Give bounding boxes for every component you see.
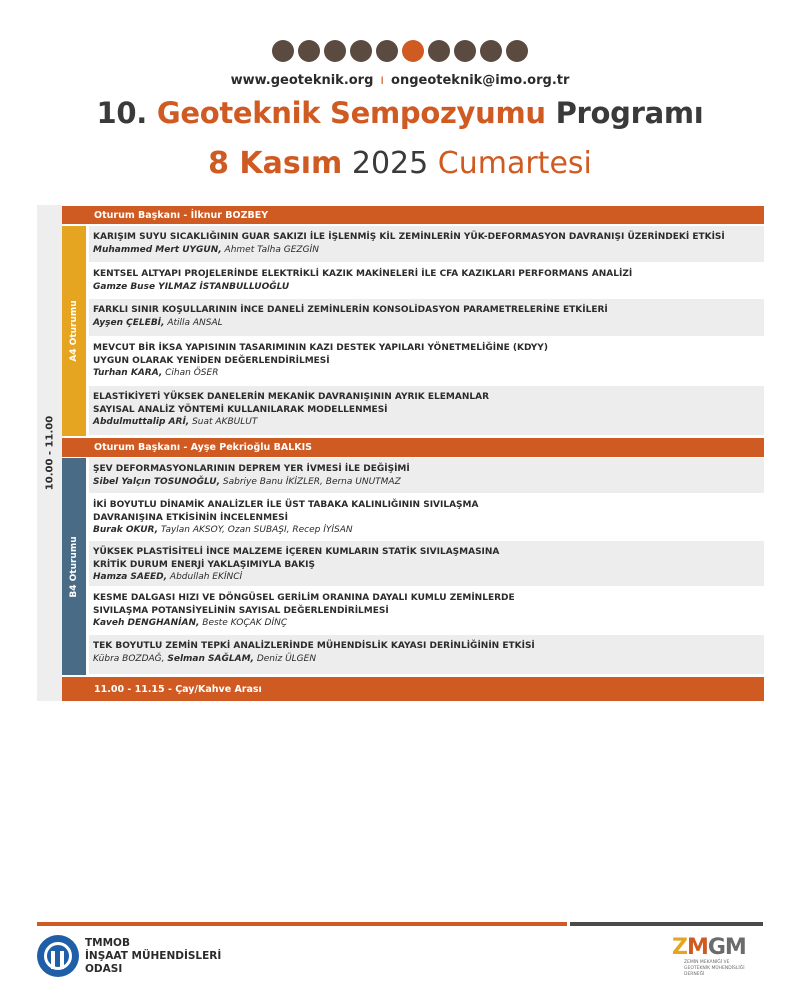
coauthors: Sabriye Banu İKİZLER, Berna UNUTMAZ — [220, 476, 401, 487]
paper-title: YÜKSEK PLASTİSİTELİ İNCE MALZEME İÇEREN KUMLARIN STATİK SIVILAŞMASINA KRİTİK DURUM ENERJİ YAKLAŞIMIYLA BAKIŞ — [93, 547, 500, 570]
imo-name — [85, 937, 221, 976]
coauthors: Deniz ÜLGEN — [253, 653, 317, 664]
paper-authors — [93, 617, 764, 630]
paper-authors — [93, 524, 764, 537]
program-date — [0, 146, 800, 181]
paper-authors — [93, 476, 764, 489]
session-chair-label: Oturum Başkanı - Ayşe Pekrioğlu BALKIS — [94, 442, 312, 453]
dot — [324, 40, 346, 62]
paper-item — [89, 541, 764, 587]
paper-authors — [93, 367, 764, 380]
paper-item — [89, 337, 764, 386]
dot — [298, 40, 320, 62]
session-label-a4 — [62, 226, 86, 436]
presenter-name: Gamze Buse YILMAZ İSTANBULLUOĞLU — [93, 281, 290, 292]
zmgm-logo-icon: ZMGM — [672, 935, 746, 960]
title-highlight: Geoteknik Sempozyumu — [156, 96, 546, 130]
session-chair-bar — [62, 206, 764, 224]
title-suffix: Programı — [555, 96, 704, 130]
coffee-break-bar — [62, 677, 764, 701]
coauthors: Beste KOÇAK DİNÇ — [199, 618, 288, 628]
paper-title: KARIŞIM SUYU SICAKLIĞININ GUAR SAKIZI İLE İŞLENMİŞ KİL ZEMİNLERİN YÜK-DEFORMASYON DAVRANIŞI ÜZERİNDEKİ ETKİSİ — [93, 232, 725, 242]
dot — [454, 40, 476, 62]
paper-item — [89, 458, 764, 494]
page-title — [0, 96, 800, 130]
website-link[interactable]: www.geoteknik.org — [230, 73, 374, 88]
paper-item — [89, 494, 764, 541]
footer-divider-orange — [37, 922, 567, 926]
coffee-break-label: 11.00 - 11.15 - Çay/Kahve Arası — [94, 683, 262, 695]
presenter-name: Burak OKUR, — [93, 525, 159, 535]
paper-authors — [93, 281, 764, 294]
session-name: A4 Oturumu — [69, 300, 79, 362]
paper-authors — [93, 571, 764, 584]
session-label-b4 — [62, 458, 86, 675]
dot — [376, 40, 398, 62]
paper-item — [89, 226, 764, 263]
paper-title: ŞEV DEFORMASYONLARININ DEPREM YER İVMESİ İLE DEĞİŞİMİ — [93, 464, 410, 474]
presenter-name: Muhammed Mert UYGUN, — [93, 244, 222, 255]
paper-item — [89, 263, 764, 299]
paper-item — [89, 299, 764, 337]
decorative-dots — [0, 40, 800, 64]
title-prefix: 10. — [96, 96, 148, 130]
link-separator: ı — [380, 73, 385, 88]
paper-title: MEVCUT BİR İKSA YAPISININ TASARIMININ KAZI DESTEK YAPILARI YÖNETMELİĞİNE (KDYY) UYGUN OLARAK YENİDEN DEĞERLENDİRİLMESİ — [93, 343, 548, 366]
imo-line: TMMOB — [85, 936, 130, 949]
paper-item — [89, 587, 764, 635]
paper-title: KENTSEL ALTYAPI PROJELERİNDE ELEKTRİKLİ KAZIK MAKİNELERİ İLE CFA KAZIKLARI PERFORMANS ANALİZİ — [93, 269, 633, 279]
date-year: 2025 — [351, 146, 429, 181]
time-slot-label: 10.00 - 11.00 — [44, 415, 55, 491]
footer-divider-dark — [570, 922, 763, 926]
paper-title: FARKLI SINIR KOŞULLARININ İNCE DANELİ ZEMİNLERİN KONSOLİDASYON PARAMETRELERİNE ETKİLERİ — [93, 305, 608, 315]
presenter-name: Hamza SAEED, — [93, 572, 168, 582]
coauthors: Cihan ÖSER — [162, 368, 219, 378]
presenter-name: Selman SAĞLAM, — [167, 653, 254, 664]
time-slot-column — [37, 205, 62, 701]
paper-item — [89, 386, 764, 436]
paper-authors — [93, 653, 764, 666]
date-day-month: 8 Kasım — [208, 146, 343, 181]
email-link[interactable]: ongeoteknik@imo.org.tr — [391, 73, 570, 88]
zmgm-logo-block — [672, 935, 764, 997]
dot — [428, 40, 450, 62]
dot — [272, 40, 294, 62]
paper-authors — [93, 317, 764, 330]
coauthors: Abdullah EKİNCİ — [167, 572, 243, 582]
paper-title: İKİ BOYUTLU DİNAMİK ANALİZLER İLE ÜST TABAKA KALINLIĞININ SIVILAŞMA DAVRANIŞINA ETKİSİNİN İNCELENMESİ — [93, 500, 479, 523]
imo-line: ODASI — [85, 962, 123, 975]
presenter-name: Ayşen ÇELEBİ, — [93, 317, 165, 328]
session-name: B4 Oturumu — [69, 535, 79, 598]
dot-accent — [402, 40, 424, 62]
presenter-name: Sibel Yalçın TOSUNOĞLU, — [93, 476, 221, 487]
coauthors: Suat AKBULUT — [189, 417, 258, 427]
session-chair-bar — [62, 438, 764, 457]
session-chair-label: Oturum Başkanı - İlknur BOZBEY — [94, 209, 269, 221]
header-links — [0, 73, 800, 88]
date-weekday: Cumartesi — [437, 146, 592, 181]
coauthors: Atilla ANSAL — [164, 317, 223, 328]
paper-title: ELASTİKİYETİ YÜKSEK DANELERİN MEKANİK DAVRANIŞININ AYRIK ELEMANLAR SAYISAL ANALİZ YÖNTEMİ KULLANILARAK MODELLENMESİ — [93, 392, 490, 415]
dot — [480, 40, 502, 62]
imo-logo-icon — [37, 935, 79, 977]
presenter-name: Turhan KARA, — [93, 368, 163, 378]
zmgm-name: ZEMİN MEKANİĞİ VE GEOTEKNİK MÜHENDİSLİĞİ DERNEĞİ — [684, 960, 745, 977]
dot — [350, 40, 372, 62]
paper-authors — [93, 416, 764, 429]
coauthors: Taylan AKSOY, Ozan SUBAŞI, Recep İYİSAN — [158, 525, 353, 535]
paper-title: TEK BOYUTLU ZEMİN TEPKİ ANALİZLERİNDE MÜHENDİSLİK KAYASI DERİNLİĞİNİN ETKİSİ — [93, 641, 535, 651]
paper-title: KESME DALGASI HIZI VE DÖNGÜSEL GERİLİM ORANINA DAYALI KUMLU ZEMİNLERDE SIVILAŞMA POTANSİYELİNİN SAYISAL DEĞERLENDİRİLMESİ — [93, 593, 515, 616]
presenter-name: Kaveh DENGHANİAN, — [93, 618, 200, 628]
coauthor-first: Kübra BOZDAĞ, — [93, 653, 168, 664]
imo-line: İNŞAAT MÜHENDİSLERİ — [85, 949, 222, 962]
coauthors: Ahmet Talha GEZGİN — [221, 244, 319, 255]
imo-logo-block — [37, 935, 221, 977]
dot — [506, 40, 528, 62]
paper-item — [89, 635, 764, 675]
presenter-name: Abdulmuttalip ARİ, — [93, 417, 190, 427]
paper-authors — [93, 244, 764, 257]
